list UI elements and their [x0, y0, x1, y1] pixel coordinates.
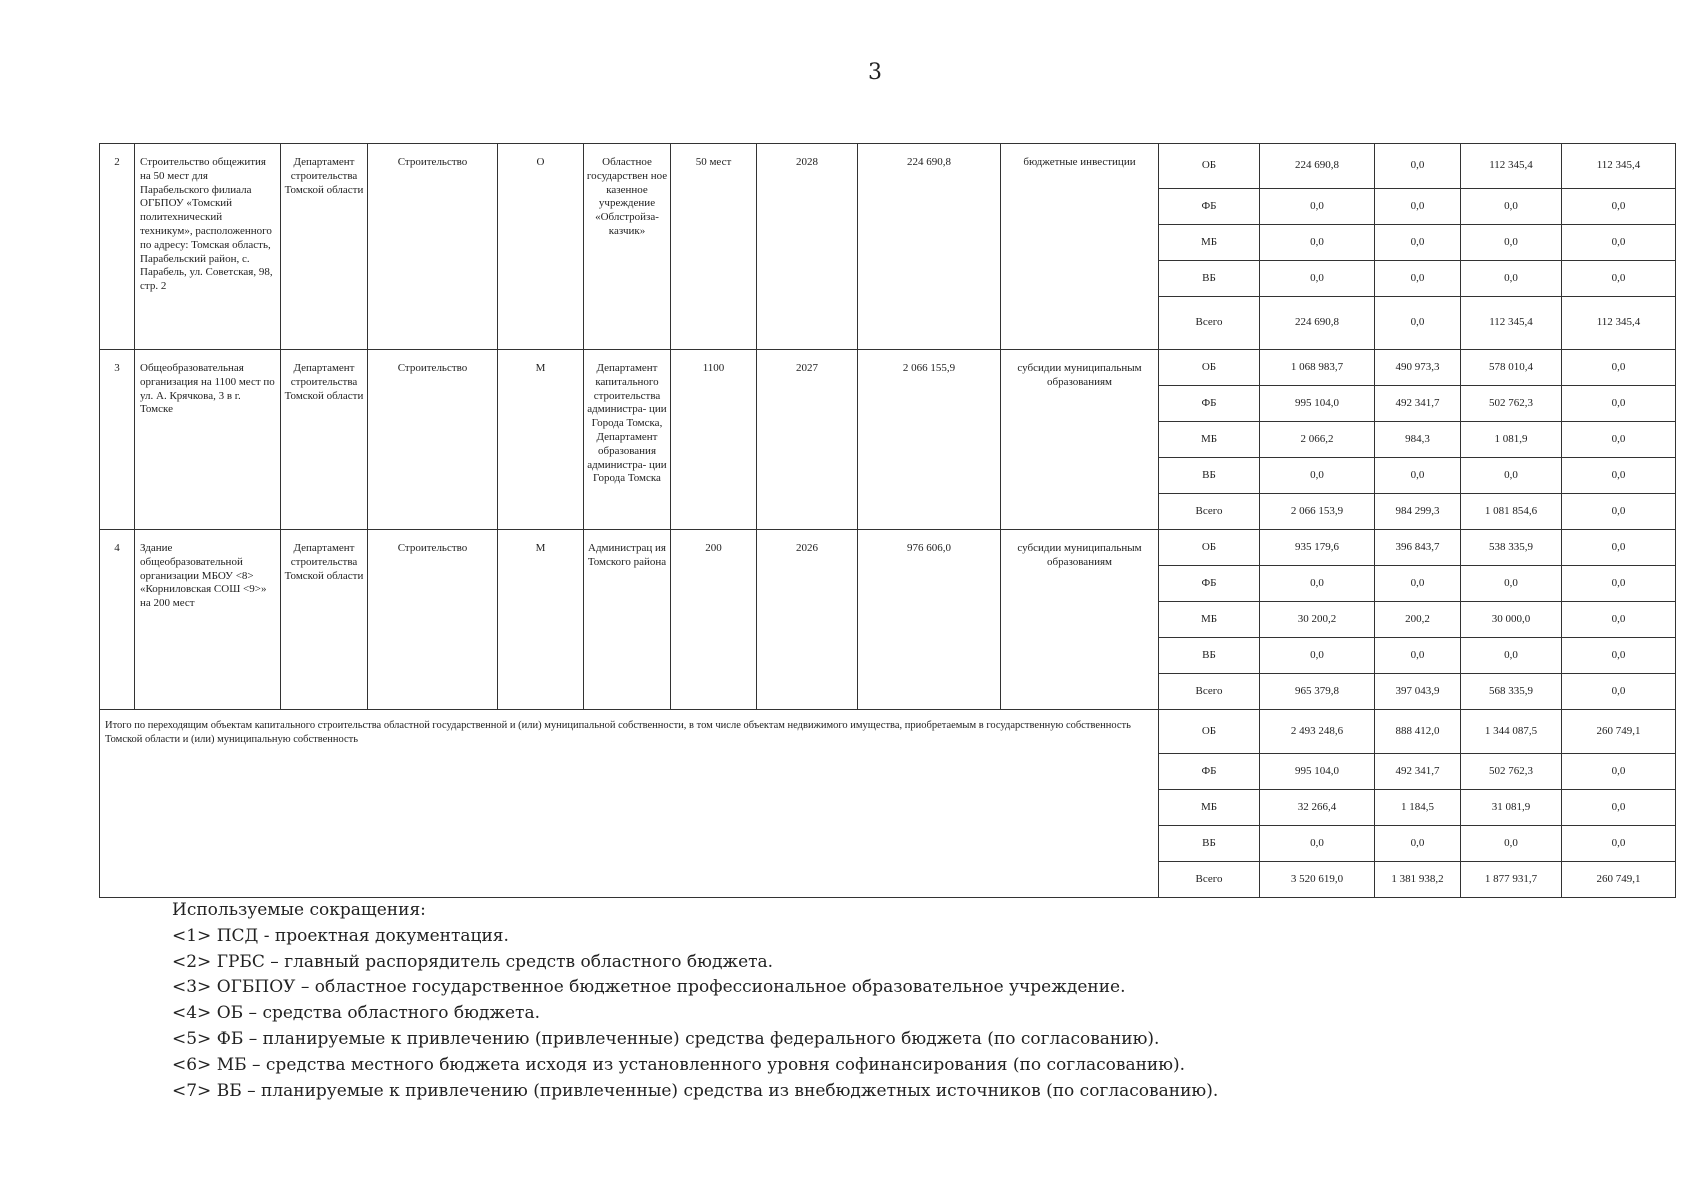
page-number: 3	[868, 60, 882, 85]
amount-cell: 0,0	[1562, 674, 1676, 710]
amount-cell: 0,0	[1562, 602, 1676, 638]
funding-source-label: ФБ	[1159, 754, 1260, 790]
total-amount-cell: 0,0	[1562, 754, 1676, 790]
funding-source-label: ВБ	[1159, 261, 1260, 297]
project-funding-form: бюджетные инвестиции	[1001, 144, 1159, 350]
amount-cell: 0,0	[1375, 189, 1461, 225]
project-ownership-code: М	[498, 530, 584, 710]
note-line: <3> ОГБПОУ – областное государственное бюджетное профессиональное образовательное учреждение.	[172, 977, 1126, 998]
amount-cell: 0,0	[1562, 638, 1676, 674]
amount-cell: 224 690,8	[1260, 297, 1375, 350]
project-capacity: 50 мест	[671, 144, 757, 350]
amount-cell: 0,0	[1461, 261, 1562, 297]
total-amount-cell: 260 749,1	[1562, 862, 1676, 898]
total-amount-cell: 3 520 619,0	[1260, 862, 1375, 898]
amount-cell: 1 068 983,7	[1260, 350, 1375, 386]
amount-cell: 984,3	[1375, 422, 1461, 458]
funding-source-label: Всего	[1159, 862, 1260, 898]
amount-cell: 0,0	[1562, 494, 1676, 530]
amount-cell: 0,0	[1562, 386, 1676, 422]
project-name: Строительство общежития на 50 мест для Парабельского филиала ОГБПОУ «Томский политехнический техникум», расположенного по адресу: Томская область, Парабельский район, с. Парабель, ул. Советская, 98, стр. 2	[135, 144, 281, 350]
project-name: Общеобразовательная организация на 1100 мест по ул. А. Крячкова, 3 в г. Томске	[135, 350, 281, 530]
project-number: 3	[100, 350, 135, 530]
amount-cell: 397 043,9	[1375, 674, 1461, 710]
project-customer: Областное государствен ное казенное учреждение «Облстройза- казчик»	[584, 144, 671, 350]
project-grbs: Департамент строительства Томской области	[281, 350, 368, 530]
project-capacity: 200	[671, 530, 757, 710]
total-amount-cell: 502 762,3	[1461, 754, 1562, 790]
total-label: Итого по переходящим объектам капитального строительства областной государственной и (или) муниципальной собственности, в том числе объектам недвижимого имущества, приобретаемым в государственную собственность Томской области и (или) муниципальную собственность	[100, 710, 1159, 898]
total-amount-cell: 0,0	[1562, 826, 1676, 862]
amount-cell: 965 379,8	[1260, 674, 1375, 710]
total-amount-cell: 32 266,4	[1260, 790, 1375, 826]
note-line: <6> МБ – средства местного бюджета исходя из установленного уровня софинансирования (по согласованию).	[172, 1054, 1186, 1075]
amount-cell: 396 843,7	[1375, 530, 1461, 566]
amount-cell: 1 081 854,6	[1461, 494, 1562, 530]
funding-source-label: ВБ	[1159, 826, 1260, 862]
table-row	[100, 530, 1676, 566]
amount-cell: 112 345,4	[1461, 297, 1562, 350]
note-line: <4> ОБ – средства областного бюджета.	[172, 1003, 540, 1024]
amount-cell: 0,0	[1375, 566, 1461, 602]
amount-cell: 568 335,9	[1461, 674, 1562, 710]
amount-cell: 0,0	[1562, 530, 1676, 566]
table-row	[100, 144, 1676, 189]
note-line: <1> ПСД - проектная документация.	[172, 925, 509, 946]
funding-source-label: ОБ	[1159, 144, 1260, 189]
total-amount-cell: 0,0	[1461, 826, 1562, 862]
amount-cell: 0,0	[1260, 638, 1375, 674]
total-amount-cell: 995 104,0	[1260, 754, 1375, 790]
amount-cell: 0,0	[1260, 225, 1375, 261]
amount-cell: 995 104,0	[1260, 386, 1375, 422]
amount-cell: 578 010,4	[1461, 350, 1562, 386]
amount-cell: 0,0	[1562, 350, 1676, 386]
project-number: 2	[100, 144, 135, 350]
notes-heading: Используемые сокращения:	[172, 900, 426, 920]
amount-cell: 0,0	[1461, 566, 1562, 602]
funding-source-label: ВБ	[1159, 638, 1260, 674]
total-amount-cell: 1 877 931,7	[1461, 862, 1562, 898]
project-year: 2027	[757, 350, 858, 530]
amount-cell: 0,0	[1562, 261, 1676, 297]
project-ownership-code: М	[498, 350, 584, 530]
amount-cell: 0,0	[1461, 225, 1562, 261]
amount-cell: 0,0	[1562, 458, 1676, 494]
amount-cell: 1 081,9	[1461, 422, 1562, 458]
amount-cell: 224 690,8	[1260, 144, 1375, 189]
amount-cell: 0,0	[1461, 638, 1562, 674]
funding-source-label: ОБ	[1159, 350, 1260, 386]
amount-cell: 0,0	[1375, 261, 1461, 297]
total-amount-cell: 0,0	[1260, 826, 1375, 862]
amount-cell: 0,0	[1260, 566, 1375, 602]
amount-cell: 112 345,4	[1461, 144, 1562, 189]
funding-source-label: МБ	[1159, 225, 1260, 261]
project-year: 2026	[757, 530, 858, 710]
amount-cell: 0,0	[1375, 144, 1461, 189]
amount-cell: 112 345,4	[1562, 297, 1676, 350]
funding-source-label: МБ	[1159, 422, 1260, 458]
funding-source-label: ФБ	[1159, 566, 1260, 602]
total-amount-cell: 0,0	[1562, 790, 1676, 826]
funding-source-label: ОБ	[1159, 530, 1260, 566]
amount-cell: 0,0	[1375, 225, 1461, 261]
project-name: Здание общеобразовательной организации МБОУ <8> «Корниловская СОШ <9>» на 200 мест	[135, 530, 281, 710]
total-amount-cell: 1 344 087,5	[1461, 710, 1562, 754]
amount-cell: 200,2	[1375, 602, 1461, 638]
project-funding-form: субсидии муниципальным образованиям	[1001, 530, 1159, 710]
project-type: Строительство	[368, 144, 498, 350]
amount-cell: 0,0	[1562, 422, 1676, 458]
project-type: Строительство	[368, 530, 498, 710]
funding-source-label: ФБ	[1159, 386, 1260, 422]
amount-cell: 0,0	[1375, 458, 1461, 494]
table-row	[100, 350, 1676, 386]
project-grbs: Департамент строительства Томской области	[281, 144, 368, 350]
amount-cell: 935 179,6	[1260, 530, 1375, 566]
amount-cell: 0,0	[1562, 566, 1676, 602]
amount-cell: 984 299,3	[1375, 494, 1461, 530]
amount-cell: 0,0	[1375, 638, 1461, 674]
project-funding-form: субсидии муниципальным образованиям	[1001, 350, 1159, 530]
amount-cell: 2 066,2	[1260, 422, 1375, 458]
amount-cell: 30 200,2	[1260, 602, 1375, 638]
amount-cell: 0,0	[1260, 189, 1375, 225]
abbreviations-notes	[172, 898, 1218, 1104]
project-capacity: 1100	[671, 350, 757, 530]
total-amount-cell: 1 184,5	[1375, 790, 1461, 826]
note-line: <5> ФБ – планируемые к привлечению (привлеченные) средства федерального бюджета (по согласованию).	[172, 1028, 1160, 1049]
amount-cell: 502 762,3	[1461, 386, 1562, 422]
note-line: <2> ГРБС – главный распорядитель средств областного бюджета.	[172, 951, 774, 972]
amount-cell: 112 345,4	[1562, 144, 1676, 189]
capital-construction-table	[99, 143, 1676, 898]
amount-cell: 492 341,7	[1375, 386, 1461, 422]
project-customer: Департамент капитального строительства администра- ции Города Томска, Департамент образования администра- ции Города Томска	[584, 350, 671, 530]
funding-source-label: Всего	[1159, 297, 1260, 350]
amount-cell: 538 335,9	[1461, 530, 1562, 566]
note-line: <7> ВБ – планируемые к привлечению (привлеченные) средства из внебюджетных источников (по согласованию).	[172, 1080, 1219, 1101]
project-ownership-code: О	[498, 144, 584, 350]
project-cost: 2 066 155,9	[858, 350, 1001, 530]
funding-source-label: ВБ	[1159, 458, 1260, 494]
amount-cell: 0,0	[1562, 225, 1676, 261]
funding-source-label: ФБ	[1159, 189, 1260, 225]
funding-source-label: Всего	[1159, 674, 1260, 710]
project-cost: 224 690,8	[858, 144, 1001, 350]
total-amount-cell: 1 381 938,2	[1375, 862, 1461, 898]
amount-cell: 0,0	[1375, 297, 1461, 350]
amount-cell: 0,0	[1260, 261, 1375, 297]
amount-cell: 0,0	[1461, 458, 1562, 494]
total-amount-cell: 260 749,1	[1562, 710, 1676, 754]
funding-source-label: Всего	[1159, 494, 1260, 530]
total-amount-cell: 31 081,9	[1461, 790, 1562, 826]
project-customer: Администрац ия Томского района	[584, 530, 671, 710]
project-cost: 976 606,0	[858, 530, 1001, 710]
amount-cell: 2 066 153,9	[1260, 494, 1375, 530]
amount-cell: 0,0	[1260, 458, 1375, 494]
total-amount-cell: 492 341,7	[1375, 754, 1461, 790]
project-number: 4	[100, 530, 135, 710]
project-type: Строительство	[368, 350, 498, 530]
project-year: 2028	[757, 144, 858, 350]
total-row	[100, 710, 1676, 754]
amount-cell: 0,0	[1562, 189, 1676, 225]
funding-source-label: МБ	[1159, 602, 1260, 638]
total-amount-cell: 0,0	[1375, 826, 1461, 862]
funding-source-label: ОБ	[1159, 710, 1260, 754]
total-amount-cell: 2 493 248,6	[1260, 710, 1375, 754]
amount-cell: 0,0	[1461, 189, 1562, 225]
total-amount-cell: 888 412,0	[1375, 710, 1461, 754]
funding-source-label: МБ	[1159, 790, 1260, 826]
amount-cell: 30 000,0	[1461, 602, 1562, 638]
amount-cell: 490 973,3	[1375, 350, 1461, 386]
project-grbs: Департамент строительства Томской области	[281, 530, 368, 710]
